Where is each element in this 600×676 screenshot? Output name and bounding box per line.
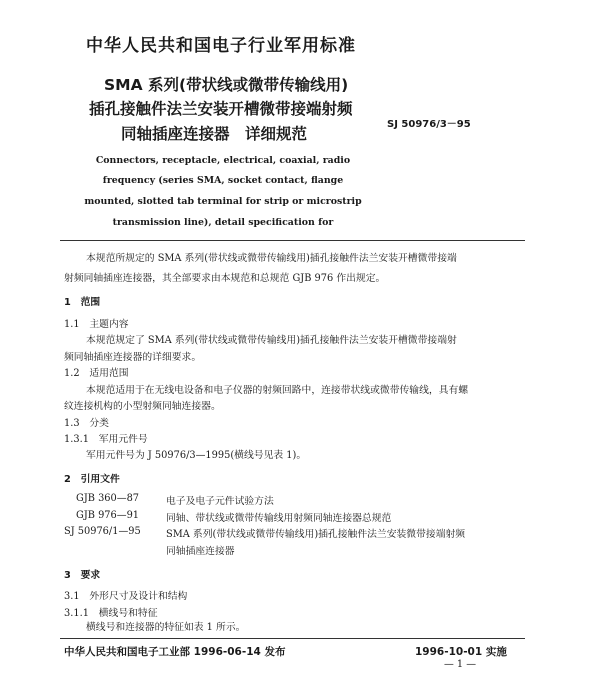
- section-1-1-heading: 1.1 主题内容: [64, 319, 129, 330]
- ref-title-3: SMA 系列(带状线或微带传输线用)插孔接触件法兰安装微带接端射频: [166, 529, 466, 540]
- top-divider: [60, 240, 525, 241]
- section-3-heading: 3 要求: [64, 570, 101, 581]
- issuer-date: 中华人民共和国电子工业部 1996-06-14 发布: [64, 646, 286, 658]
- intro-line-2: 射频同轴插座连接器，其全部要求由本规范和总规范 GJB 976 作出规定。: [64, 273, 386, 284]
- english-title-line-4: transmission line), detail specification for: [112, 217, 334, 228]
- section-1-1-line-1: 本规范规定了 SMA 系列(带状线或微带传输线用)插孔接触件法兰安装开槽微带接端射: [86, 335, 457, 346]
- section-1-3-1-text: 军用元件号为 J 50976/3—1995(横线号见表 1)。: [86, 450, 307, 461]
- section-1-1-line-2: 频同轴插座连接器的详细要求。: [64, 352, 202, 363]
- ref-title-1: 电子及电子元件试验方法: [166, 496, 274, 507]
- section-2-heading: 2 引用文件: [64, 474, 120, 485]
- section-1-3-1-heading: 1.3.1 军用元件号: [64, 434, 148, 445]
- title-line-3: 同轴插座连接器 详细规范: [121, 125, 308, 143]
- section-1-2-line-1: 本规范适用于在无线电设备和电子仪器的射频回路中，连接带状线或微带传输线，具有螺: [86, 385, 469, 396]
- bottom-divider: [60, 638, 525, 639]
- section-3-1-1-text: 横线号和连接器的特征如表 1 所示。: [86, 622, 246, 633]
- section-1-3-heading: 1.3 分类: [64, 418, 109, 429]
- intro-line-1: 本规范所规定的 SMA 系列(带状线或微带传输线用)插孔接触件法兰安装开槽微带接端: [86, 253, 457, 264]
- english-title-line-3: mounted, slotted tab terminal for strip or microstrip: [84, 196, 362, 207]
- standard-category-header: 中华人民共和国电子行业军用标准: [86, 36, 356, 56]
- ref-code-2: GJB 976—91: [76, 510, 140, 521]
- english-title-line-2: frequency (series SMA, socket contact, flange: [102, 175, 344, 186]
- section-1-2-line-2: 纹连接机构的小型射频同轴连接器。: [64, 401, 221, 412]
- standard-number: SJ 50976/3－95: [387, 119, 471, 130]
- ref-code-1: GJB 360—87: [76, 493, 140, 504]
- page-number: — 1 —: [444, 659, 477, 670]
- effective-date: 1996-10-01 实施: [415, 646, 507, 658]
- english-title-line-1: Connectors, receptacle, electrical, coaxial, radio: [95, 155, 351, 166]
- ref-title-2: 同轴、带状线或微带传输线用射频同轴连接器总规范: [166, 513, 392, 524]
- title-line-2: 插孔接触件法兰安装开槽微带接端射频: [89, 100, 353, 118]
- section-3-1-heading: 3.1 外形尺寸及设计和结构: [64, 591, 188, 602]
- section-1-2-heading: 1.2 适用范围: [64, 368, 129, 379]
- ref-code-3: SJ 50976/1—95: [64, 526, 141, 537]
- section-3-1-1-heading: 3.1.1 横线号和特征: [64, 608, 158, 619]
- title-line-1: SMA 系列(带状线或微带传输线用): [104, 76, 349, 94]
- ref-title-3-cont: 同轴插座连接器: [166, 546, 235, 557]
- section-1-heading: 1 范围: [64, 297, 101, 308]
